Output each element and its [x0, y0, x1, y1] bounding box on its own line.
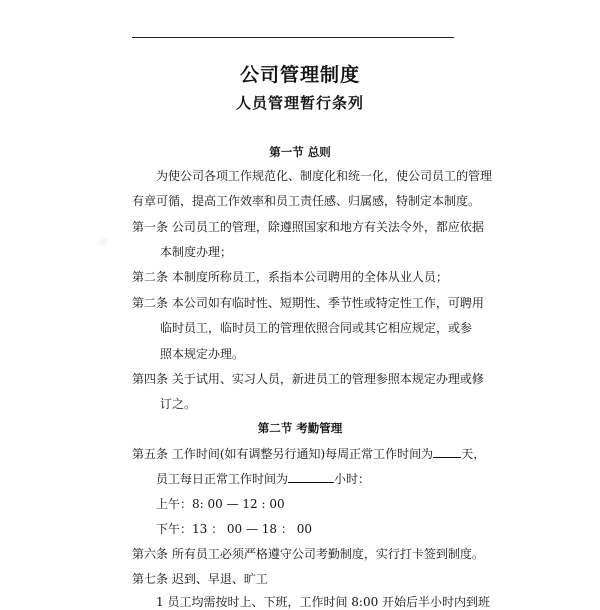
- schedule-morning: 上午：8: 00 — 12 : 00: [156, 497, 285, 511]
- document-title: 公司管理制度: [239, 64, 360, 86]
- schedule-afternoon: 下午：13 ： 00 — 18 ： 00: [156, 522, 312, 536]
- article-line: [156, 470, 370, 487]
- top-divider: [132, 37, 454, 38]
- document-subtitle: 人员管理暂行条列: [235, 94, 364, 112]
- article-line: 1 员工均需按时上、下班，工作时间 8:00 开始后半小时内到班: [156, 595, 491, 609]
- article-line: 第七条 迟到、早退、旷工: [132, 572, 268, 586]
- article-line: [132, 445, 485, 462]
- article-line: 第二条 本制度所称员工，系指本公司聘用的全体从业人员；: [132, 270, 448, 284]
- section-heading-2: 第二节 考勤管理: [257, 421, 343, 435]
- article-line: 第六条 所有员工必须严格遵守公司考勤制度，实行打卡签到制度。: [132, 547, 484, 561]
- article-line: 第一条 公司员工的管理，除遵照国家和地方有关法令外，都应依据: [132, 220, 484, 234]
- article-line: 照本规定办理。: [160, 347, 245, 361]
- article-line: 第四条 关于试用、实习人员，新进员工的管理参照本规定办理或修: [132, 372, 484, 386]
- fill-in-blank[interactable]: [288, 482, 334, 483]
- paragraph-line: 有章可循，提高工作效率和员工责任感、归属感，特制定本制度。: [132, 194, 481, 208]
- article-line: 临时员工，临时员工的管理依照合同或其它相应规定，或参: [160, 321, 473, 335]
- watermark: ✦: [89, 227, 119, 258]
- article-line: 本制度办理；: [160, 245, 233, 259]
- article-text: 天，: [461, 447, 486, 461]
- article-text: 员工每日正常工作时间为: [156, 472, 289, 486]
- section-heading-1: 第一节 总则: [269, 145, 331, 159]
- article-line: 订之。: [160, 397, 197, 411]
- fill-in-blank[interactable]: [433, 457, 461, 458]
- article-line: 第二条 本公司如有临时性、短期性、季节性或特定性工作，可聘用: [132, 296, 484, 310]
- article-text: 第五条 工作时间(如有调整另行通知)每周正常工作时间为: [132, 447, 434, 461]
- paragraph-line: 为使公司各项工作规范化、制度化和统一化，使公司员工的管理: [156, 169, 493, 183]
- article-text: 小时：: [334, 472, 371, 486]
